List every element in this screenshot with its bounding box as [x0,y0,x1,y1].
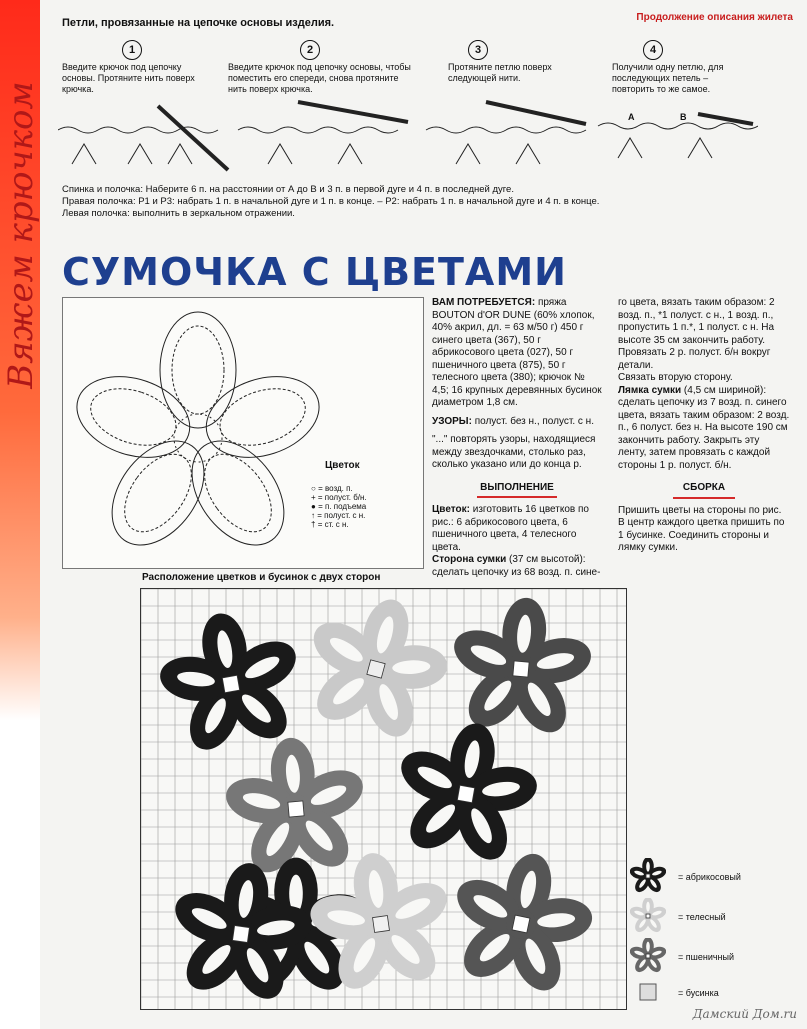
diagram-petal [93,424,223,563]
loops-title: Петли, провязанные на цепочке основы изделия. [62,17,335,29]
legend-row: ↑ = полуст. с н. [311,511,366,520]
continuation-note: Продолжение описания жилета [636,12,793,23]
steps-illustration [58,96,758,176]
diagram-petal [66,363,200,471]
vest-note: Левая полочка: выполнить в зеркальном отражении. [62,208,295,219]
grid-svg [141,589,626,1009]
legend-item: = пшеничный [630,938,800,978]
step-text: Протяните петлю поверх следующей нити. [448,62,552,83]
diagram-petal [196,363,330,471]
step-number: 4 [643,40,663,60]
diagram-legend [311,484,367,529]
step-text: Получили одну петлю, для последующих петель – повторить то же самое. [612,62,724,94]
color-legend [630,858,800,1008]
flower-layout-grid [140,588,627,1010]
step-text: Введите крючок под цепочку основы. Протяните нить поверх крючка. [62,62,195,94]
layout-title: Расположение цветков и бусинок с двух сторон [142,572,381,583]
diagram-petal [160,312,236,428]
vest-notes [62,184,622,220]
text-column-2: го цвета, вязать таким образом: 2 возд. п., *1 полуст. с н., 1 возд. п., пропустить 1 п.*, 1 полуст. с н. На высоте 35 см закончить работу. Провязать 2 р. полуст. б/н вокруг детали. Связать вторую сторону. Лямка сумки (4,5 см шириной): сделать цепочку из 7 возд. п. синего цвета, вязать таким образом: 2 возд. п., 6 полуст. без н. На высоте 190 см закончить работу. Закрыть эту ленту, затем провязать с каждой стороны 1 р. полуст. б/н. СБОРКА Пришить цветы на стороны по рис. В центр каждого цветка пришить по 1 бусинке. Соединить стороны и лямку сумки. [618,297,790,553]
chain-row-2 [238,102,408,164]
legend-item: = бусинка [630,978,800,1008]
legend-flower-icon [630,898,666,934]
exec-heading: ВЫПОЛНЕНИЕ [480,481,554,493]
bead-icon [630,978,666,1008]
legend-flower [630,898,666,934]
section-label: Вяжем крючком [1,81,41,389]
page-title: СУМОЧКА С ЦВЕТАМИ [62,250,567,294]
assembly-heading: СБОРКА [682,482,726,493]
legend-row: ○ = возд. п. [311,484,353,493]
grid-flower [441,591,602,745]
chain-row-1 [58,106,228,170]
text-column-1: ВАМ ПОТРЕБУЕТСЯ: пряжа BOUTON d'OR DUNE (60% хлопок, 40% акрил, дл. = 63 м/50 г) 450 г синего цвета (367), 50 г абрикосового цвета (027), 50 г пшеничного цвета (875), 50 г телесного цвета (380); крючок № 4,5; 16 крупных деревянных бусинок диаметром 1,8 см. УЗОРЫ: полуст. без н., полуст. с н. "..." повторять узоры, находящиеся между звездочками, столько раз, сколько указано или до конца р. ВЫПОЛНЕНИЕ Цветок: изготовить 16 цветков по рис.: 6 абрикосового цвета, 6 пшеничного цвета, 4 телесного цвета. Сторона сумки (37 см высотой): сделать цепочку из 68 возд. п. сине- [432,297,602,578]
chain-row-3 [426,102,586,164]
vest-note: Правая полочка: Р1 и Р3: набрать 1 п. в начальной дуге и 1 п. в конце. – Р2: набрать 1 п. в начальной дуге и 4 п. в конце. [62,196,600,207]
grid-flower [286,589,467,756]
grid-flower [380,711,552,877]
legend-item: = телесный [630,898,800,938]
grid-flower [433,839,609,1009]
diagram-petal [173,424,303,563]
diagram-title: Цветок [325,460,360,471]
step-number: 3 [468,40,488,60]
legend-flower-icon [630,858,666,894]
step-number: 2 [300,40,320,60]
step-number: 1 [122,40,142,60]
step4-label-b: B [680,112,687,122]
legend-flower-icon [630,938,666,974]
legend-flower [630,938,666,974]
legend-item: = абрикосовый [630,858,800,898]
step4-label-a: A [628,112,635,122]
crochet-diagram [62,297,424,569]
flower-chart [63,298,333,566]
step-text: Введите крючок под цепочку основы, чтобы поместить его спереди, снова протяните нить поверх крючка. [228,62,411,94]
legend-row: + = полуст. б/н. [311,493,367,502]
legend-flower [630,858,666,894]
legend-row: † = ст. с н. [311,520,349,529]
chain-row-4 [598,114,758,158]
legend-row: ● = п. подъема [311,502,367,511]
vest-note: Спинка и полочка: Наберите 6 п. на расстоянии от А до В и 3 п. в первой дуге и 4 п. в последней дуге. [62,184,514,195]
watermark: Дамский Дом.ru [692,1007,797,1021]
